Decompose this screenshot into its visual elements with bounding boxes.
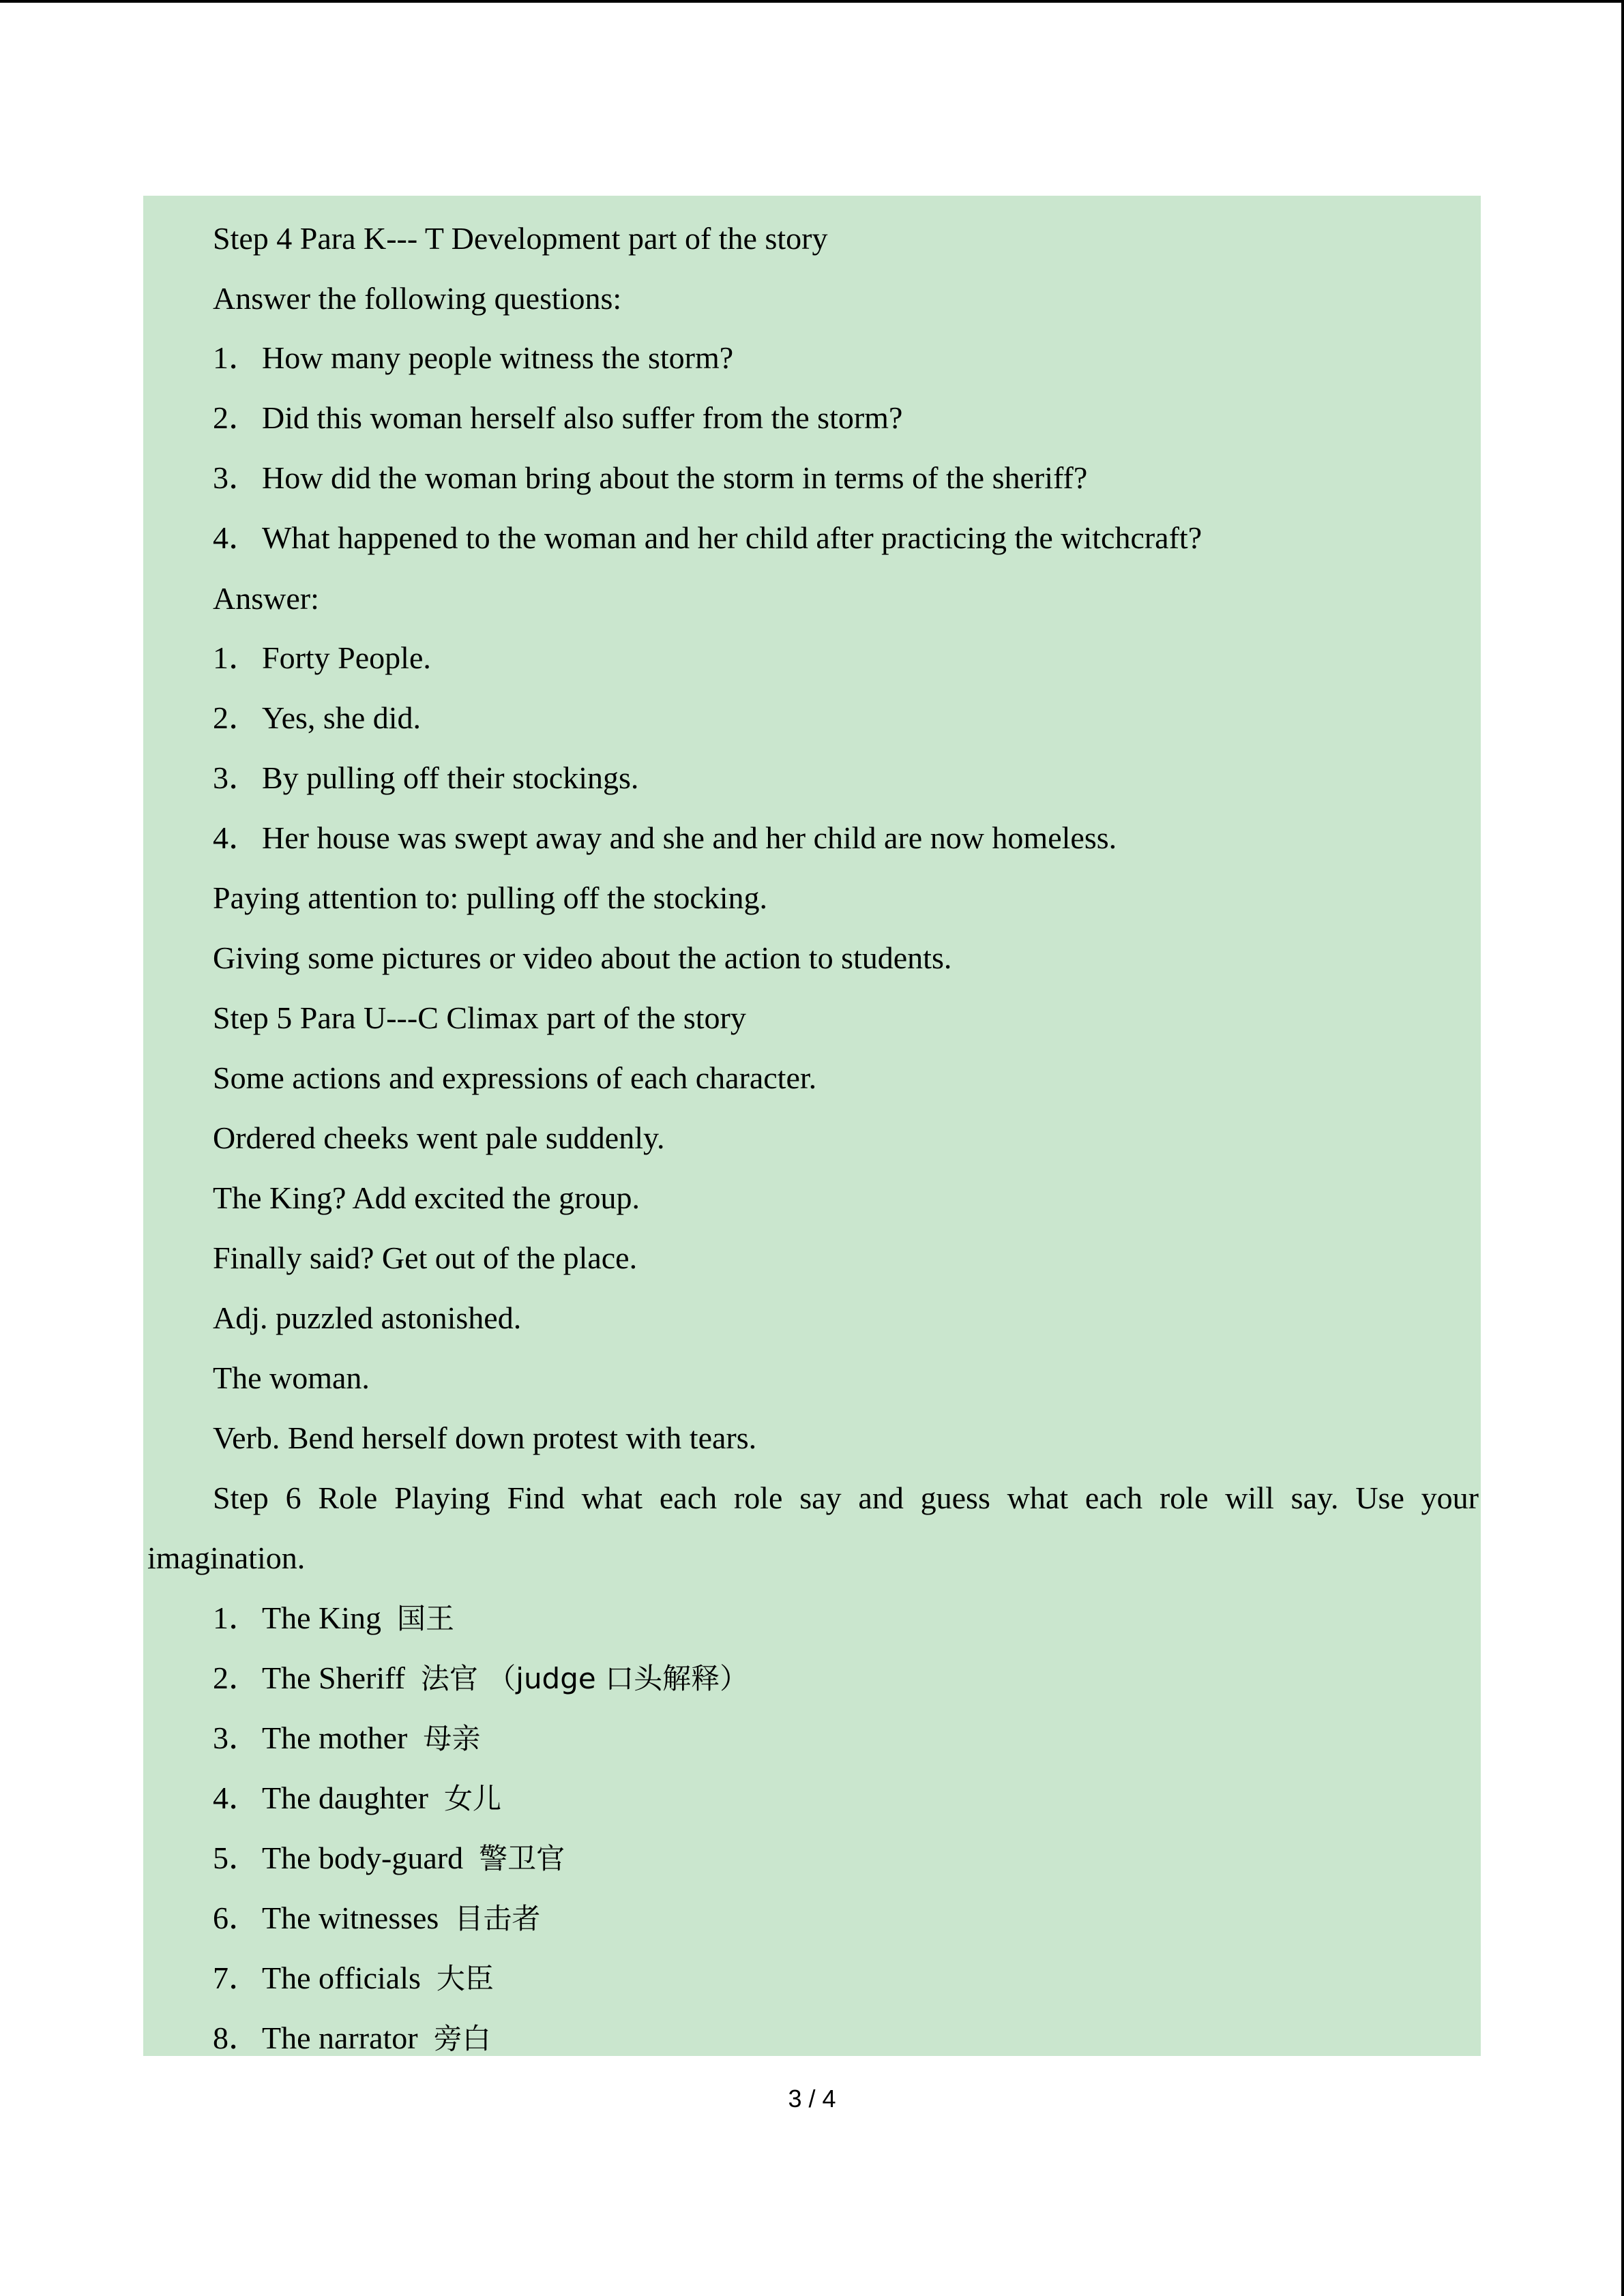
- question-text: What happened to the woman and her child after practicing the witchcraft?: [262, 520, 1202, 555]
- role-item: [213, 2019, 491, 2058]
- page-number: 3 / 4: [788, 2085, 836, 2113]
- role-english: The body-guard: [262, 1840, 464, 1875]
- answer-text: Forty People.: [262, 640, 431, 675]
- role-chinese: 警卫官: [479, 1842, 565, 1875]
- step6-continuation: imagination.: [147, 1540, 306, 1575]
- role-number: 2．: [213, 1660, 260, 1695]
- pictures-note: Giving some pictures or video about the action to students.: [213, 940, 952, 975]
- role-item: [213, 1719, 480, 1758]
- page-top-border: [0, 0, 1624, 3]
- step6-heading: Step 6 Role Playing Find what each role say and guess what each role will say. Use your: [213, 1480, 1479, 1515]
- step5-line: The King? Add excited the group.: [213, 1180, 640, 1215]
- role-item: [213, 1599, 454, 1638]
- step5-line: Some actions and expressions of each character.: [213, 1060, 817, 1095]
- role-chinese: 法官 （judge 口头解释）: [420, 1662, 749, 1695]
- answer-number: 2．: [213, 700, 260, 735]
- role-number: 6．: [213, 1900, 260, 1935]
- role-chinese: 女儿: [443, 1782, 501, 1815]
- role-chinese: 母亲: [423, 1722, 481, 1755]
- role-chinese: 旁白: [433, 2022, 491, 2055]
- question-item: [213, 399, 902, 437]
- step4-heading: Step 4 Para K--- T Development part of the story: [213, 221, 828, 256]
- step5-line: Verb. Bend herself down protest with tears.: [213, 1420, 757, 1455]
- role-item: [213, 1899, 540, 1938]
- answer-item: [213, 759, 638, 797]
- question-text: How many people witness the storm?: [262, 340, 734, 375]
- question-text: Did this woman herself also suffer from the storm?: [262, 400, 903, 435]
- step5-line: Ordered cheeks went pale suddenly.: [213, 1120, 665, 1155]
- role-chinese: 国王: [397, 1602, 455, 1635]
- attention-note: Paying attention to: pulling off the stocking.: [213, 880, 768, 915]
- role-number: 3．: [213, 1720, 260, 1755]
- question-number: 3．: [213, 460, 260, 495]
- answer-number: 3．: [213, 760, 260, 795]
- role-chinese: 大臣: [436, 1962, 494, 1995]
- role-number: 7．: [213, 1960, 260, 1995]
- question-item: [213, 519, 1202, 557]
- role-item: [213, 1959, 494, 1998]
- role-chinese: 目击者: [454, 1902, 541, 1935]
- answer-text: By pulling off their stockings.: [262, 760, 639, 795]
- answers-label: Answer:: [213, 581, 319, 616]
- question-number: 1．: [213, 340, 260, 375]
- question-item: [213, 459, 1087, 497]
- highlighted-content-block: [143, 196, 1481, 2056]
- role-english: The Sheriff: [262, 1660, 405, 1695]
- questions-intro: Answer the following questions:: [213, 281, 622, 316]
- role-english: The mother: [262, 1720, 408, 1755]
- step5-line: Finally said? Get out of the place.: [213, 1240, 638, 1275]
- answer-item: [213, 819, 1117, 857]
- role-english: The daughter: [262, 1780, 428, 1815]
- role-english: The witnesses: [262, 1900, 439, 1935]
- answer-text: Her house was swept away and she and her child are now homeless.: [262, 820, 1117, 855]
- role-number: 1．: [213, 1600, 260, 1635]
- role-english: The officials: [262, 1960, 421, 1995]
- question-number: 2．: [213, 400, 260, 435]
- answer-item: [213, 639, 431, 677]
- role-item: [213, 1659, 748, 1698]
- role-number: 5．: [213, 1840, 260, 1875]
- role-item: [213, 1779, 501, 1818]
- question-number: 4．: [213, 520, 260, 555]
- answer-number: 1．: [213, 640, 260, 675]
- role-item: [213, 1839, 565, 1878]
- step5-line: Adj. puzzled astonished.: [213, 1300, 522, 1335]
- role-english: The King: [262, 1600, 382, 1635]
- step5-line: The woman.: [213, 1360, 370, 1395]
- answer-item: [213, 699, 421, 737]
- answer-text: Yes, she did.: [262, 700, 422, 735]
- role-number: 4．: [213, 1780, 260, 1815]
- step5-heading: Step 5 Para U---C Climax part of the story: [213, 1000, 746, 1035]
- question-item: [213, 339, 733, 377]
- answer-number: 4．: [213, 820, 260, 855]
- page-right-border: [1621, 0, 1624, 2296]
- role-english: The narrator: [262, 2021, 418, 2055]
- role-number: 8．: [213, 2021, 260, 2055]
- question-text: How did the woman bring about the storm in terms of the sheriff?: [262, 460, 1088, 495]
